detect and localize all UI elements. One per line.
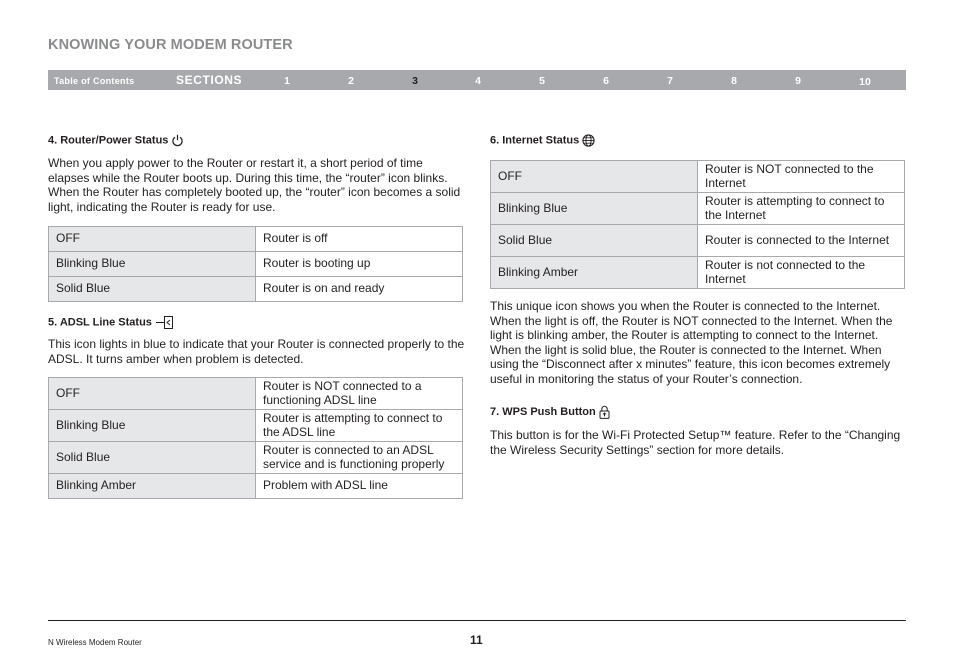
meaning-cell: Router is connected to the Internet — [698, 225, 905, 257]
router-power-status-body: When you apply power to the Router or restart it, a short period of time elapses while the Router boots up. During this time, the “router” icon blinks. When the Router has completely booted up, the “router” icon becomes a solid light, indicating the Router is ready for use. — [48, 156, 461, 214]
section-link-9[interactable]: 9 — [795, 75, 801, 87]
table-row — [49, 277, 463, 302]
table-row — [491, 257, 905, 289]
page-number: 11 — [470, 633, 483, 647]
section-link-1[interactable]: 1 — [284, 75, 290, 87]
state-cell: Solid Blue — [49, 277, 256, 302]
adsl-line-icon — [155, 315, 175, 330]
globe-icon — [582, 134, 595, 147]
table-row — [491, 161, 905, 193]
adsl-line-status-heading: 5. ADSL Line Status — [48, 315, 175, 330]
meaning-cell: Router is booting up — [256, 252, 463, 277]
section-link-8[interactable]: 8 — [731, 75, 737, 87]
internet-status-heading: 6. Internet Status — [490, 134, 595, 147]
lock-icon — [599, 405, 610, 419]
state-cell: OFF — [49, 227, 256, 252]
table-row — [49, 227, 463, 252]
table-row — [49, 252, 463, 277]
section-link-5[interactable]: 5 — [539, 75, 545, 87]
state-cell: Blinking Blue — [491, 193, 698, 225]
section-link-2[interactable]: 2 — [348, 75, 354, 87]
footer-divider — [48, 620, 906, 621]
router-power-status-heading: 4. Router/Power Status — [48, 134, 184, 147]
table-row — [491, 225, 905, 257]
meaning-cell: Problem with ADSL line — [256, 474, 463, 499]
meaning-cell: Router is NOT connected to a functioning ADSL line — [256, 378, 463, 410]
table-row — [49, 378, 463, 410]
page-title: KNOWING YOUR MODEM ROUTER — [48, 37, 293, 53]
state-cell: Solid Blue — [49, 442, 256, 474]
router-power-status-table — [48, 226, 463, 302]
state-cell: Blinking Blue — [49, 410, 256, 442]
section-navbar — [48, 70, 906, 90]
state-cell: OFF — [491, 161, 698, 193]
state-cell: Blinking Blue — [49, 252, 256, 277]
meaning-cell: Router is connected to an ADSL service and is functioning properly — [256, 442, 463, 474]
meaning-cell: Router is attempting to connect to the ADSL line — [256, 410, 463, 442]
toc-link[interactable]: Table of Contents — [54, 76, 135, 86]
section-link-10[interactable]: 10 — [859, 76, 871, 88]
section-link-6[interactable]: 6 — [603, 75, 609, 87]
state-cell: Blinking Amber — [49, 474, 256, 499]
meaning-cell: Router is off — [256, 227, 463, 252]
wps-push-button-heading: 7. WPS Push Button — [490, 405, 610, 419]
sections-label: SECTIONS — [176, 73, 243, 87]
state-cell: OFF — [49, 378, 256, 410]
section-link-7[interactable]: 7 — [667, 75, 673, 87]
meaning-cell: Router is NOT connected to the Internet — [698, 161, 905, 193]
table-row — [49, 410, 463, 442]
section-link-4[interactable]: 4 — [475, 75, 481, 87]
table-row — [491, 193, 905, 225]
internet-status-body: This unique icon shows you when the Router is connected to the Internet. When the light is off, the Router is NOT connected to the Internet. When the light is blinking amber, the Router is attempting to connect to the Internet. When the light is solid blue, the Router is connected to the Internet. When using the “Disconnect after x minutes” feature, this icon becomes extremely useful in monitoring the status of your Router’s connection. — [490, 299, 893, 386]
adsl-line-status-table — [48, 377, 463, 499]
state-cell: Solid Blue — [491, 225, 698, 257]
adsl-line-status-body: This icon lights in blue to indicate that your Router is connected properly to the ADSL. It turns amber when problem is detected. — [48, 337, 465, 366]
power-icon — [171, 134, 184, 147]
table-row — [49, 442, 463, 474]
meaning-cell: Router is on and ready — [256, 277, 463, 302]
state-cell: Blinking Amber — [491, 257, 698, 289]
meaning-cell: Router is attempting to connect to the Internet — [698, 193, 905, 225]
section-link-3[interactable]: 3 — [412, 75, 418, 87]
wps-push-button-body: This button is for the Wi-Fi Protected Setup™ feature. Refer to the “Changing the Wireless Security Settings” section for more details. — [490, 428, 901, 457]
internet-status-table — [490, 160, 905, 289]
meaning-cell: Router is not connected to the Internet — [698, 257, 905, 289]
footer-product-name: N Wireless Modem Router — [48, 638, 142, 647]
table-row — [49, 474, 463, 499]
